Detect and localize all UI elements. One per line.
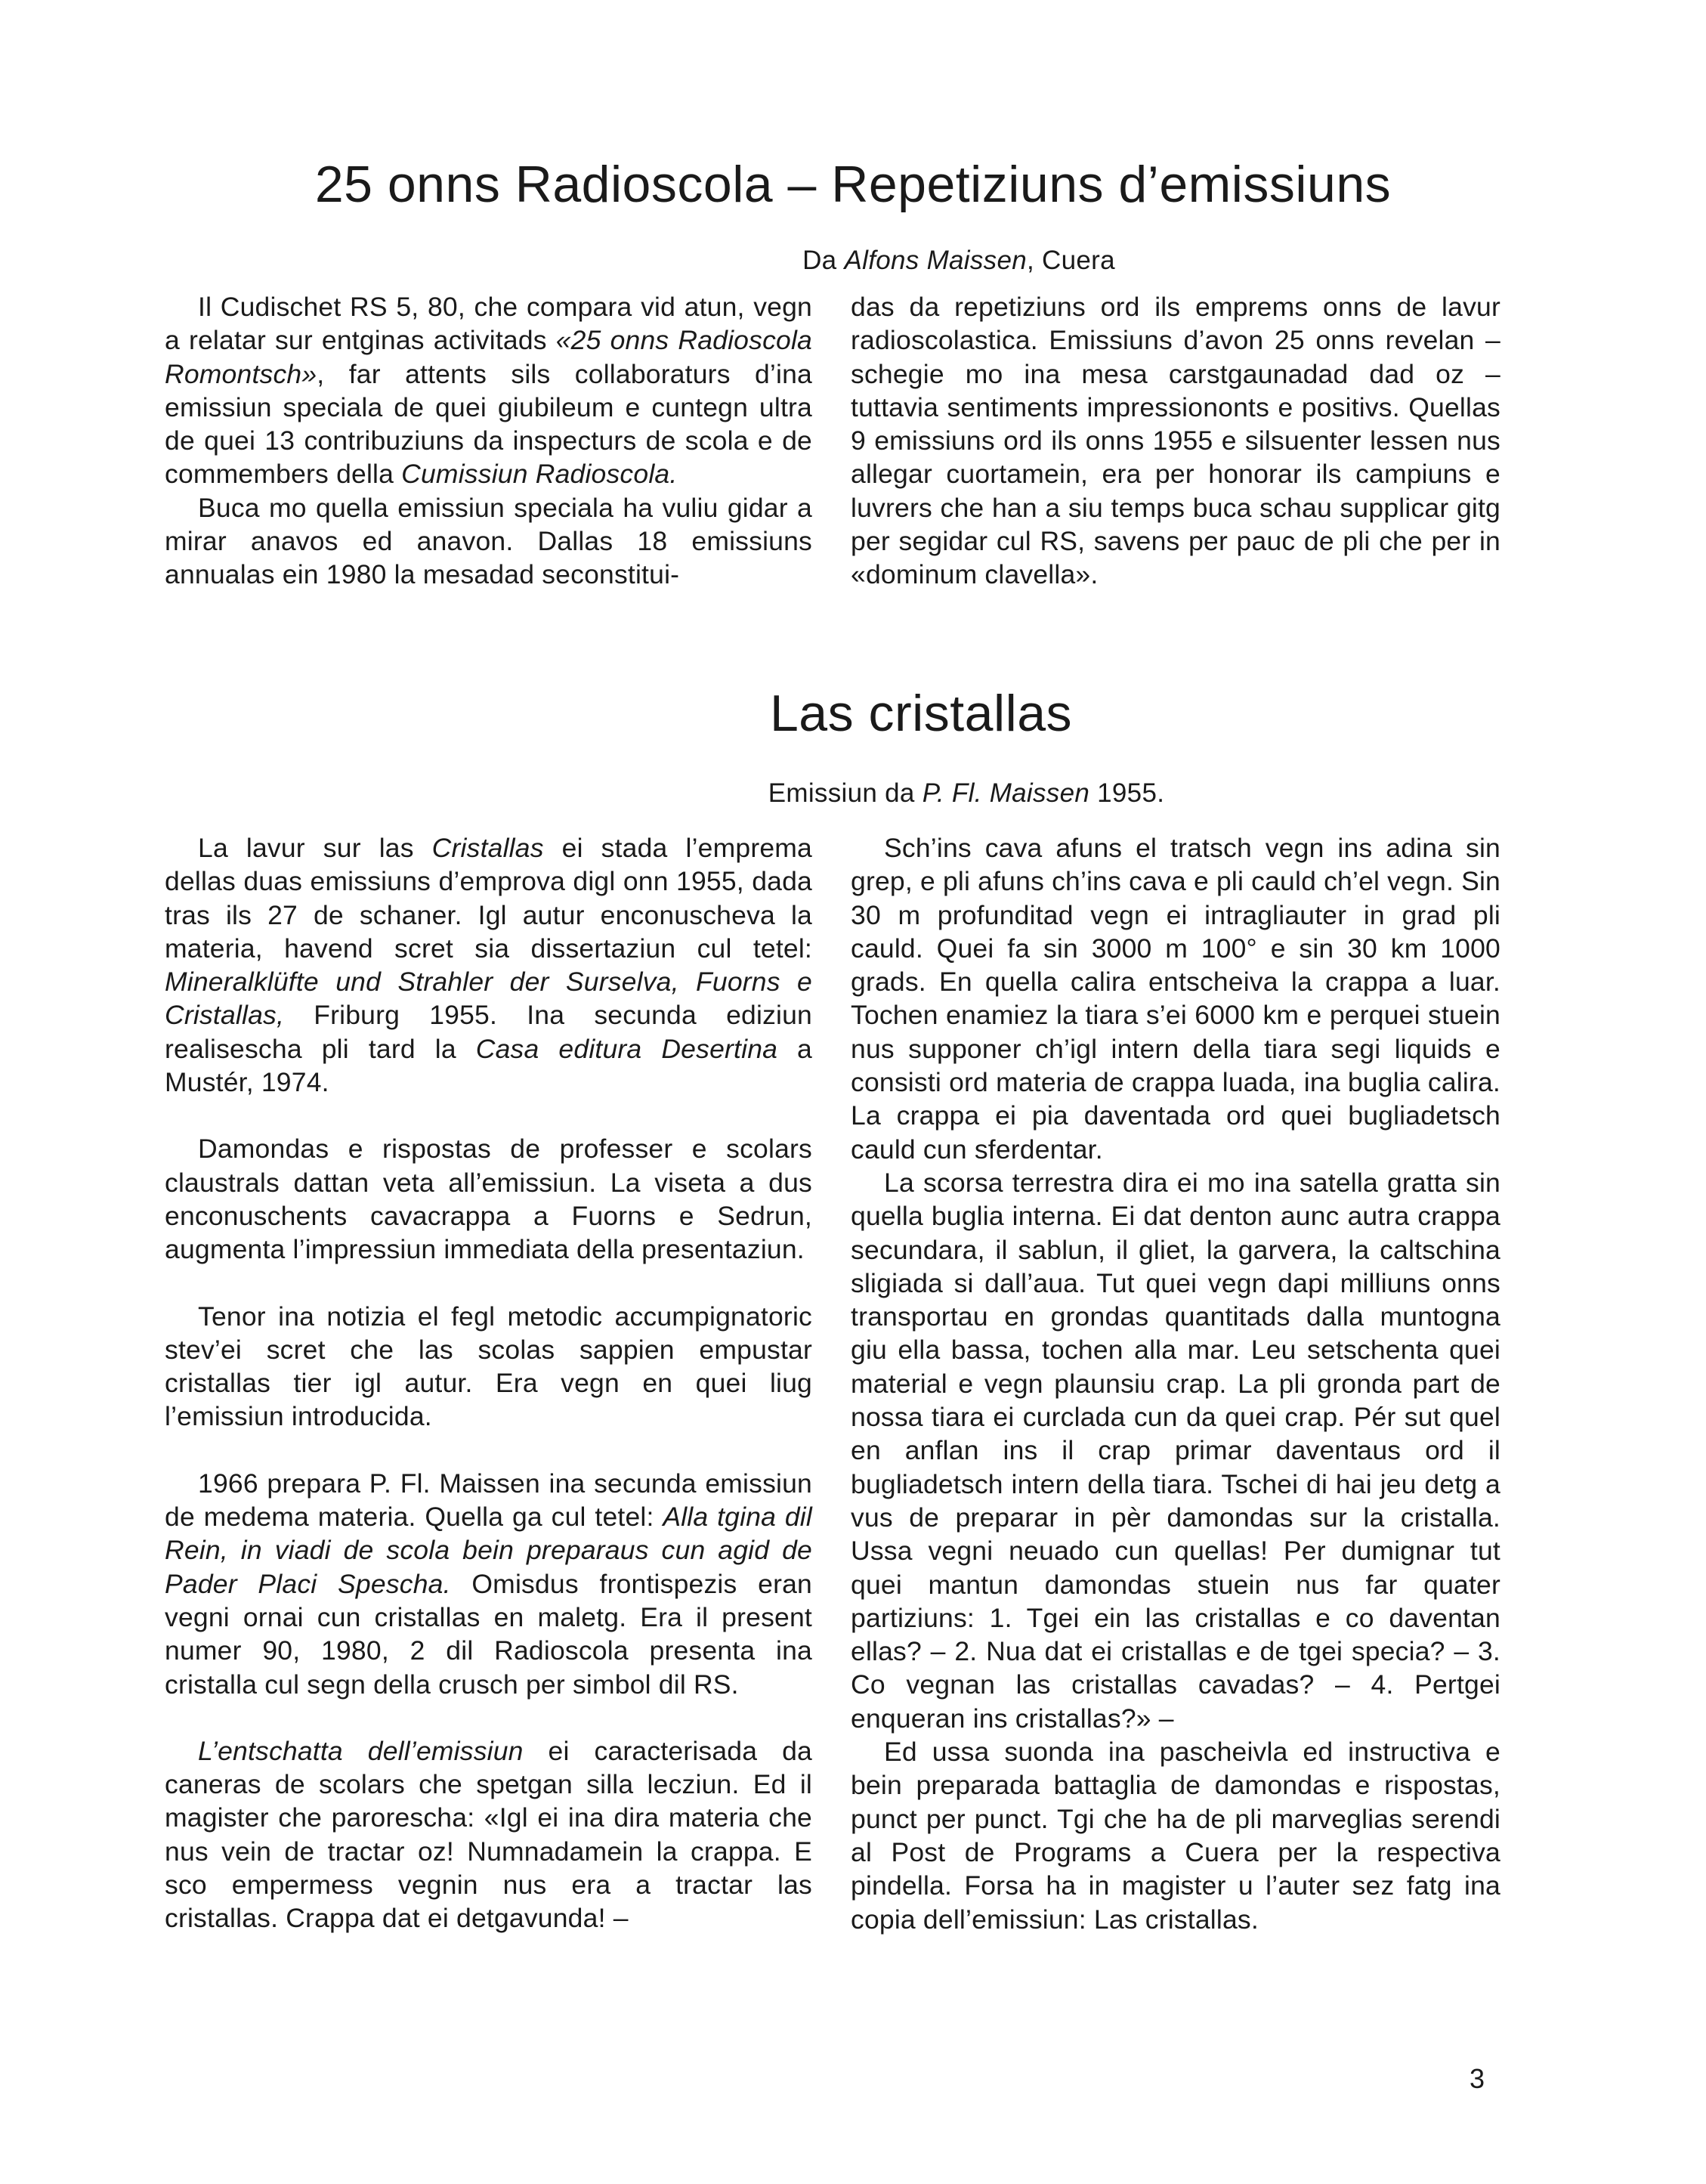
- page-number: 3: [1470, 2063, 1485, 2094]
- paragraph: Tenor ina notizia el fegl metodic accumpignatoric stev’ei scret che las scolas sappien empustar cristallas tier igl autur. Era vegn en quei liug l’emissiun introducida.: [165, 1301, 812, 1432]
- paragraph: Il Cudischet RS 5, 80, che compara vid atun, vegn a relatar sur entginas activitads «25 onns Radioscola Romontsch», far attents sils collaboraturs d’ina emissiun speciala de quei giubileum e cuntegn ultra de quei 13 contribuziuns da inspecturs de scola e de commembers della Cumissiun Radioscola.: [165, 292, 812, 490]
- article1-right-column: [851, 290, 1500, 592]
- paragraph: Sch’ins cava afuns el tratsch vegn ins adina sin grep, e pli afuns ch’ins cava e pli cauld ch’el vegn. Sin 30 m profunditad vegn ei intragliauter in grad pli cauld. Quei fa sin 3000 m 100° e sin 30 km 1000 grads. En quella calira entscheiva la crappa a luar. Tochen enamiez la tiara s’ei 6000 km e perquei stuein nus supponer ch’igl intern della tiara segi liquids e consisti ord materia de crappa luada, ina buglia calira. La crappa ei pia daventada ord quei bugliadetsch cauld cun sferdentar.: [851, 833, 1500, 1165]
- author-name: Alfons Maissen: [844, 246, 1027, 275]
- article-title: 25 onns Radioscola – Repetiziuns d’emissiuns: [314, 156, 1392, 213]
- paragraph: La scorsa terrestra dira ei mo ina satella gratta sin quella buglia interna. Ei dat denton aunc autra crappa secundara, il sablun, il gliet, la garvera, la caltschina sligiada si dall’aua. Tut quei vegn dapi milliuns onns transportau en grondas quantitads dalla muntogna giu ella bassa, tochen alla mar. Leu setschenta quei material e vegn plaunsiu crap. La pli gronda part de nossa tiara ei curclada cun da quei crap. Pér sut quel en anflan ins il crap primar daventaus ord il bugliadetsch intern della tiara. Tschei di hai jeu detg a vus de preparar in pèr damondas sur la cristalla. Ussa vegni neuado cun quellas! Per dumignar tut quei mantun damondas stuein nus far quater partiziuns: 1. Tgei ein las cristallas e co daventan ellas? – 2. Nua dat ei cristallas e de tgei specia? – 3. Co vegnan las cristallas cavadas? – 4. Pertgei enqueran ins cristallas?» –: [851, 1167, 1500, 1734]
- paragraph: das da repetiziuns ord ils emprems onns de lavur radioscolastica. Emissiuns d’avon 25 onns revelan – schegie mo ina mesa carstgaunadad dad oz – tuttavia sentiments impressiononts e positivs. Quellas 9 emissiuns ord ils onns 1955 e silsuenter lessen nus allegar cuortamein, era per honorar ils campiuns e luvrers che han a siu temps buca schau supplicar gitg per segidar cul RS, savens per pauc de pli che per in «dominum clavella».: [851, 292, 1500, 590]
- article2-right-column: [851, 831, 1500, 1936]
- author-name: P. Fl. Maissen: [922, 778, 1090, 808]
- article-title: Las cristallas: [769, 685, 1073, 742]
- paragraph: 1966 prepara P. Fl. Maissen ina secunda emissiun de medema materia. Quella ga cul tetel: Alla tgina dil Rein, in viadi de scola bein preparaus cun agid de Pader Placi Spescha. Omisdus frontispezis eran vegni ornai cun cristallas en maletg. Era il present numer 90, 1980, 2 dil Radioscola presenta ina cristalla cul segn della crusch per simbol dil RS.: [165, 1468, 812, 1700]
- article1-left-column: [165, 290, 812, 592]
- article-byline: Da Alfons Maissen, Cuera: [802, 246, 1115, 275]
- paragraph: Buca mo quella emissiun speciala ha vuliu gidar a mirar anavos ed anavon. Dallas 18 emissiuns annualas ein 1980 la mesadad seconstitui-: [165, 492, 812, 590]
- paragraph: Damondas e rispostas de professer e scolars claustrals dattan veta all’emissiun. La viseta a dus enconuschents cavacrappa a Fuorns e Sedrun, augmenta l’impressiun immediata della presentaziun.: [165, 1134, 812, 1265]
- article2-left-column: [165, 831, 812, 1935]
- paragraph: La lavur sur las Cristallas ei stada l’emprema dellas duas emissiuns d’emprova digl onn 1955, dada tras ils 27 de schaner. Igl autur enconuscheva la materia, havend scret sia dissertaziun cul tetel: Mineralklüfte und Strahler der Surselva, Fuorns e Cristallas, Friburg 1955. Ina secunda ediziun realisescha pli tard la Casa editura Desertina a Mustér, 1974.: [165, 833, 812, 1098]
- paragraph: L’entschatta dell’emissiun ei caracterisada da caneras de scolars che spetgan silla lecziun. Ed il magister che parorescha: «Igl ei ina dira materia che nus vein de tractar oz! Numnadamein la crappa. E sco empermess vegnin nus era a tractar las cristallas. Crappa dat ei detgavunda! –: [165, 1735, 813, 1934]
- article-byline: Emissiun da P. Fl. Maissen 1955.: [768, 778, 1165, 808]
- paragraph: Ed ussa suonda ina pascheivla ed instructiva e bein preparada battaglia de damondas e rispostas, punct per punct. Tgi che ha de pli marveglias serendi al Post de Programs a Cuera per la respectiva pindella. Forsa ha in magister u l’auter sez fatg ina copia dell’emissiun: Las cristallas.: [851, 1737, 1500, 1935]
